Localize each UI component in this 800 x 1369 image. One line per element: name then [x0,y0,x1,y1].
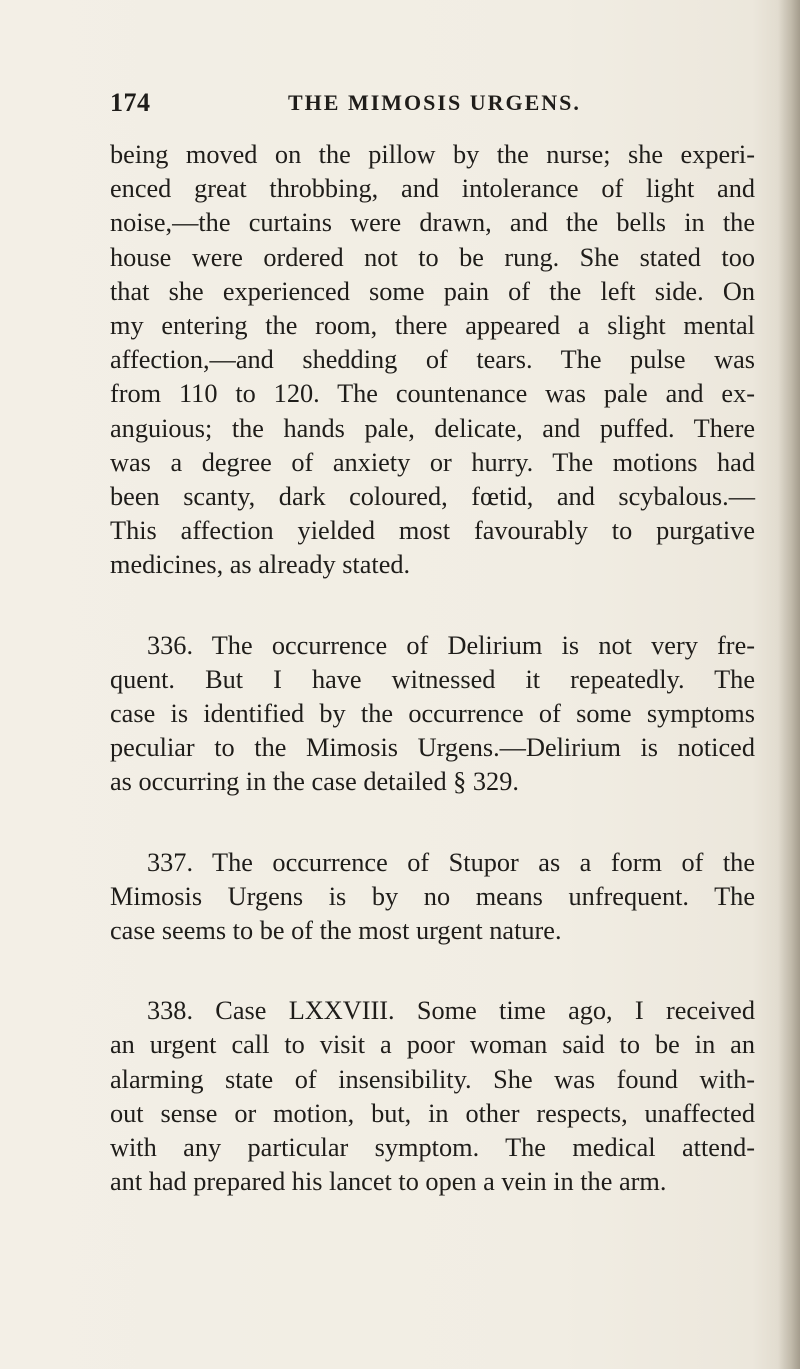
text-line: been scanty, dark coloured, fœtid, and scybalous.— [110,482,755,512]
paragraph-337 [110,846,755,949]
running-title: THE MIMOSIS URGENS. [288,90,581,115]
text-line: quent. But I have witnessed it repeatedly. The [110,664,755,694]
text-line: affection,—and shedding of tears. The pulse was [110,345,755,375]
page-edge-shadow [778,0,800,1369]
text-line: This affection yielded most favourably to purgative [110,516,755,546]
paragraph-gap [110,800,755,846]
text-line: 336. The occurrence of Delirium is not very fre- [147,630,755,660]
text-line: an urgent call to visit a poor woman said to be in an [110,1030,755,1060]
page-number: 174 [110,88,151,117]
text-line: alarming state of insensibility. She was found with- [110,1064,755,1094]
text-line: as occurring in the case detailed § 329. [110,767,519,797]
text-line: from 110 to 120. The countenance was pale and ex- [110,379,755,409]
text-line: house were ordered not to be rung. She stated too [110,242,755,272]
text-line: noise,—the curtains were drawn, and the bells in the [110,208,755,238]
text-line: being moved on the pillow by the nurse; she experi- [110,140,755,169]
text-line: with any particular symptom. The medical attend- [110,1133,755,1163]
text-line: enced great throbbing, and intolerance of light and [110,174,755,204]
text-line: peculiar to the Mimosis Urgens.—Delirium is noticed [110,733,755,763]
text-line: my entering the room, there appeared a slight mental [110,311,755,341]
text-line: anguious; the hands pale, delicate, and puffed. There [110,413,755,443]
text-line: out sense or motion, but, in other respects, unaffected [110,1098,755,1128]
paragraph-336 [110,629,755,800]
text-line: was a degree of anxiety or hurry. The motions had [110,447,755,477]
text-line: 338. Case LXXVIII. Some time ago, I received [147,996,755,1026]
text-line: case is identified by the occurrence of some symptoms [110,699,755,729]
body-text [110,138,755,1199]
text-line: Mimosis Urgens is by no means unfrequent. The [110,881,755,911]
text-line: case seems to be of the most urgent nature. [110,916,562,946]
paragraph-gap [110,583,755,629]
text-line: ant had prepared his lancet to open a vein in the arm. [110,1167,667,1197]
paragraph-continuation [110,138,755,583]
text-line: that she experienced some pain of the left side. On [110,276,755,306]
text-line: medicines, as already stated. [110,550,411,580]
paragraph-338 [110,994,755,1199]
text-line: 337. The occurrence of Stupor as a form of the [147,847,755,877]
running-head [110,88,750,128]
paragraph-gap [110,948,755,994]
